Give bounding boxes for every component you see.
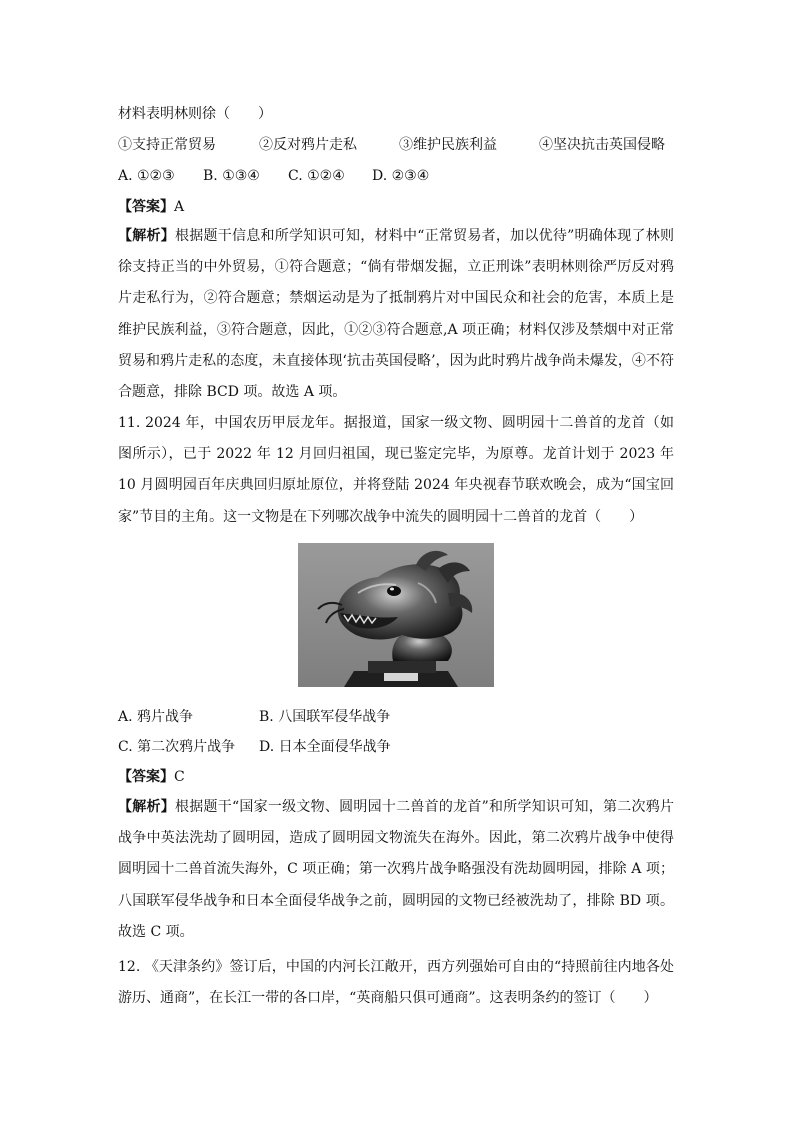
q11-choice-c: C. 第二次鸦片战争 — [118, 739, 236, 755]
q10-choice-d: D. ②③④ — [372, 168, 430, 184]
q11-answer — [118, 767, 185, 787]
q10-choice-b: B. ①③④ — [203, 168, 260, 184]
dragon-head-image — [298, 543, 494, 687]
q10-analysis — [118, 221, 674, 408]
q10-stem: 材料表明林则徐（ ） — [118, 106, 272, 122]
q11-choice-a: A. 鸦片战争 — [118, 709, 194, 725]
q11-stem: 11. 2024 年，中国农历甲辰龙年。据报道，国家一级文物、圆明园十二兽首的龙首（如图所示），已于 2022 年 12 月回归祖国，现已鉴定完毕，为原尊。龙首计划于 2023 年 10 月圆明园百年庆典回归原址原位，并将登陆 2024 年央视春节联欢晚会，成为“国宝回家”节目的主角。这一文物是在下列哪次战争中流失的圆明园十二兽首的龙首（ ） — [118, 415, 674, 525]
q10-answer-value: A — [174, 199, 185, 215]
q11-choice-b: B. 八国联军侵华战争 — [259, 709, 391, 725]
q10-option-1: ①支持正常贸易 — [118, 137, 216, 153]
q11-answer-label: 【答案】 — [118, 769, 174, 785]
q10-choice-c: C. ①②④ — [288, 168, 345, 184]
q10-analysis-text: 根据题干信息和所学知识可知，材料中“正常贸易者，加以优待”明确体现了林则徐支持正当的中外贸易，①符合题意；“倘有带烟发掘，立正刑诛”表明林则徐严厉反对鸦片走私行为，②符合题意；禁烟运动是为了抵制鸦片对中国民众和社会的危害，本质上是维护民族利益，③符合题意，因此，①②③符合题意,A 项正确；材料仅涉及禁烟中对正常贸易和鸦片走私的态度，未直接体现‘抗击英国侵略’，因为此时鸦片战争尚未爆发，④不符合题意，排除 BCD 项。故选 A 项。 — [118, 228, 675, 401]
q10-analysis-label: 【解析】 — [118, 228, 175, 244]
q10-answer — [118, 197, 184, 217]
q10-option-3: ③维护民族利益 — [399, 137, 497, 153]
q10-answer-label: 【答案】 — [118, 199, 174, 215]
q10-option-4: ④坚决抗击英国侵略 — [539, 137, 665, 153]
q11-answer-value: C — [174, 769, 185, 785]
q11-analysis — [118, 792, 674, 948]
q11-choice-d: D. 日本全面侵华战争 — [259, 739, 391, 755]
q10-option-2: ②反对鸦片走私 — [259, 137, 357, 153]
q10-choice-a: A. ①②③ — [118, 168, 175, 184]
q11-analysis-label: 【解析】 — [118, 799, 175, 815]
q12-stem: 12. 《天津条约》签订后，中国的内河长江敞开，西方列强始可自由的“持照前往内地各处游历、通商”，在长江一带的各口岸，“英商船只俱可通商”。这表明条约的签订（ ） — [118, 959, 674, 1007]
dragon-head-figure — [298, 543, 494, 687]
q11-analysis-text: 根据题干“国家一级文物、圆明园十二兽首的龙首”和所学知识可知，第二次鸦片战争中英法洗劫了圆明园，造成了圆明园文物流失在海外。因此，第二次鸦片战争中使得圆明园十二兽首流失海外，C 项正确；第一次鸦片战争略强没有洗劫圆明园，排除 A 项；八国联军侵华战争和日本全面侵华战争之前，圆明园的文物已经被洗劫了，排除 BD 项。故选 C 项。 — [118, 799, 675, 940]
